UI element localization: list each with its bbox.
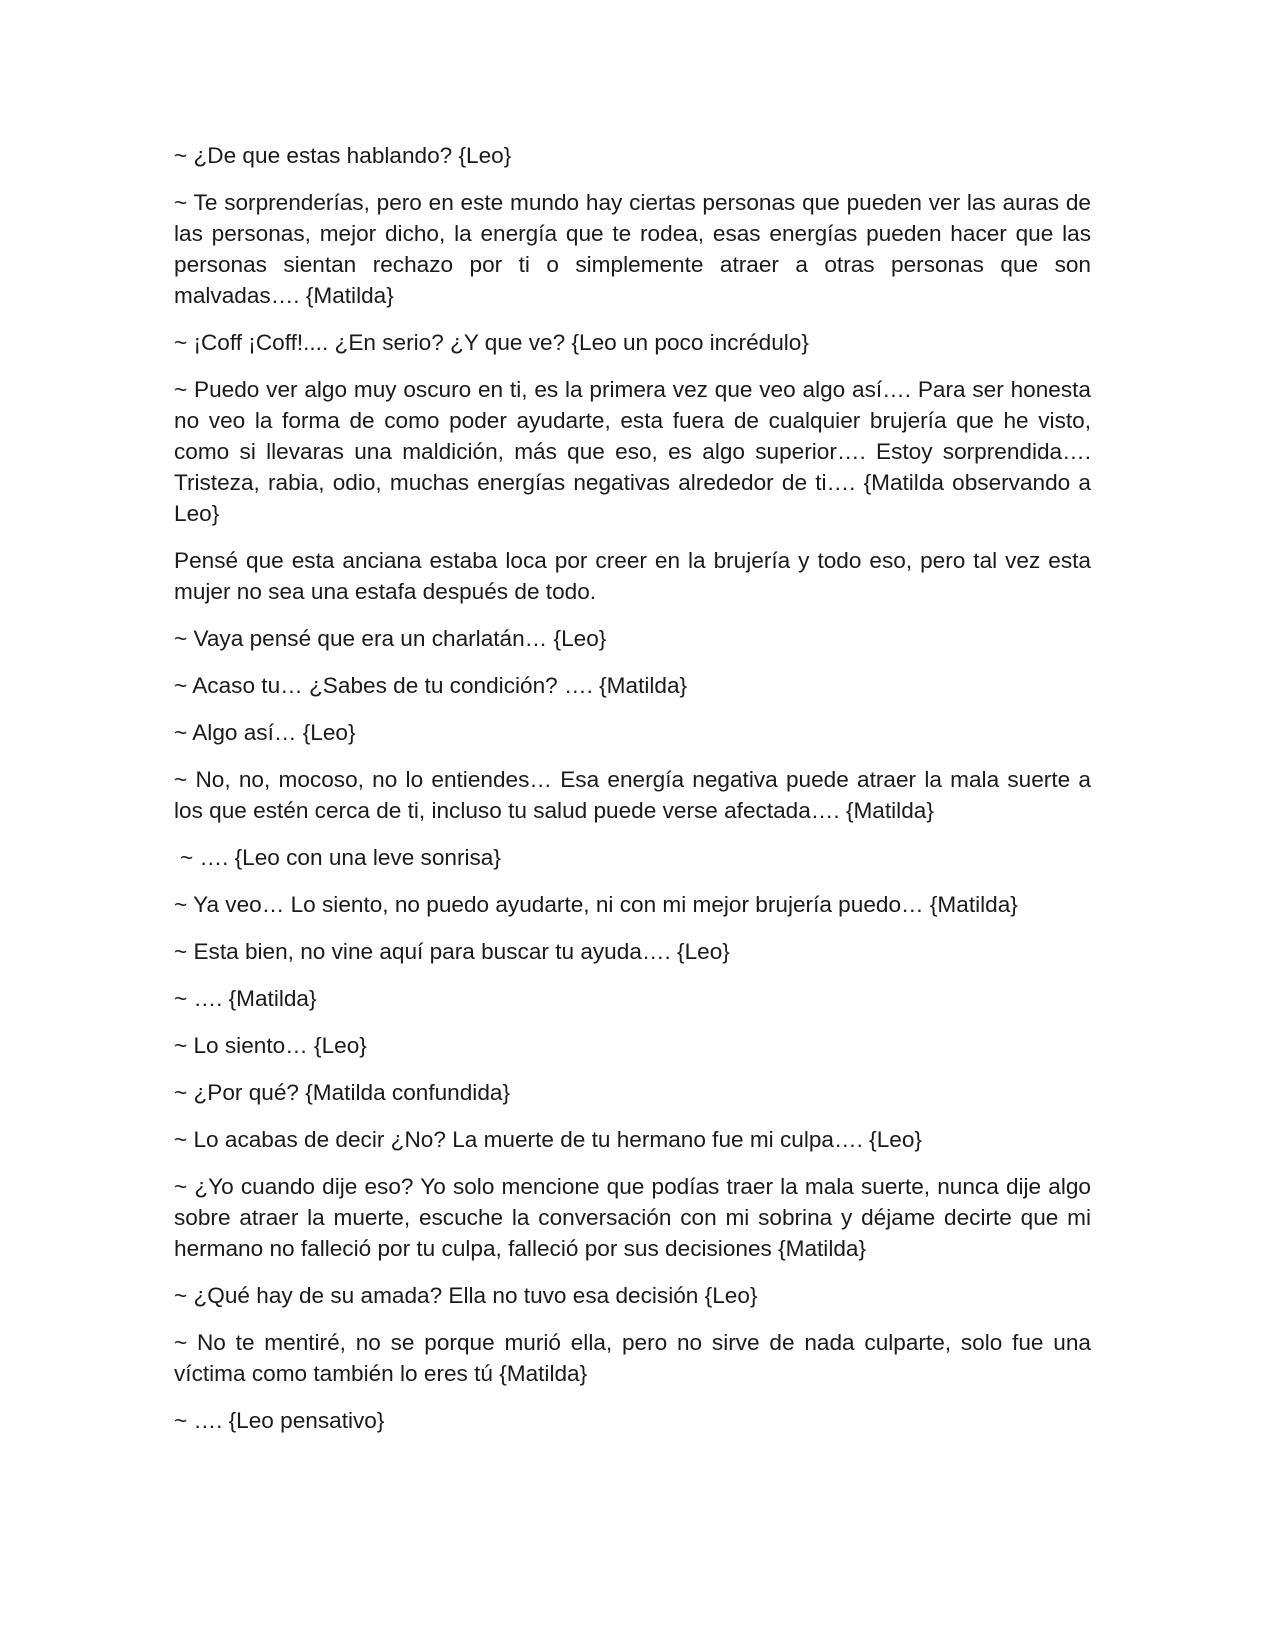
dialogue-line: ~ Vaya pensé que era un charlatán… {Leo}	[174, 626, 607, 651]
dialogue-line: ~ …. {Matilda}	[174, 986, 317, 1011]
dialogue-line: ~ …. {Leo con una leve sonrisa}	[180, 845, 501, 870]
dialogue-line: ~ Lo siento… {Leo}	[174, 1033, 367, 1058]
dialogue-line: ~ Acaso tu… ¿Sabes de tu condición? …. {Matilda}	[174, 673, 688, 698]
dialogue-line: ~ …. {Leo pensativo}	[174, 1408, 385, 1433]
dialogue-line: ~ Ya veo… Lo siento, no puedo ayudarte, ni con mi mejor brujería puedo… {Matilda}	[174, 892, 1018, 917]
dialogue-line: ~ Lo acabas de decir ¿No? La muerte de tu hermano fue mi culpa…. {Leo}	[174, 1127, 922, 1152]
dialogue-line: ~ No, no, mocoso, no lo entiendes… Esa energía negativa puede atraer la mala suerte a los que estén cerca de ti, incluso tu salud puede verse afectada…. {Matilda}	[174, 767, 1091, 823]
document-page	[174, 140, 1091, 1452]
dialogue-line: ~ Te sorprenderías, pero en este mundo hay ciertas personas que pueden ver las auras de las personas, mejor dicho, la energía que te rodea, esas energías pueden hacer que las personas sientan rechazo por ti o simplemente atraer a otras personas que son malvadas…. {Matilda}	[174, 190, 1091, 308]
dialogue-line: ~ ¿Qué hay de su amada? Ella no tuvo esa decisión {Leo}	[174, 1283, 758, 1308]
dialogue-line: ~ Esta bien, no vine aquí para buscar tu ayuda…. {Leo}	[174, 939, 730, 964]
dialogue-line: ~ No te mentiré, no se porque murió ella, pero no sirve de nada culparte, solo fue una víctima como también lo eres tú {Matilda}	[174, 1330, 1091, 1386]
dialogue-line: ~ ¿De que estas hablando? {Leo}	[174, 143, 512, 168]
dialogue-line: ~ Algo así… {Leo}	[174, 720, 356, 745]
narration-paragraph: Pensé que esta anciana estaba loca por creer en la brujería y todo eso, pero tal vez esta mujer no sea una estafa después de todo.	[174, 548, 1091, 604]
dialogue-line: ~ ¿Yo cuando dije eso? Yo solo mencione que podías traer la mala suerte, nunca dije algo sobre atraer la muerte, escuche la conversación con mi sobrina y déjame decirte que mi hermano no falleció por tu culpa, falleció por sus decisiones {Matilda}	[174, 1174, 1091, 1261]
dialogue-line: ~ ¿Por qué? {Matilda confundida}	[174, 1080, 511, 1105]
dialogue-line: ~ Puedo ver algo muy oscuro en ti, es la primera vez que veo algo así…. Para ser honesta no veo la forma de como poder ayudarte, esta fuera de cualquier brujería que he visto, como si llevaras una maldición, más que eso, es algo superior…. Estoy sorprendida…. Tristeza, rabia, odio, muchas energías negativas alrededor de ti…. {Matilda observando a Leo}	[174, 377, 1091, 526]
dialogue-line: ~ ¡Coff ¡Coff!.... ¿En serio? ¿Y que ve? {Leo un poco incrédulo}	[174, 330, 809, 355]
